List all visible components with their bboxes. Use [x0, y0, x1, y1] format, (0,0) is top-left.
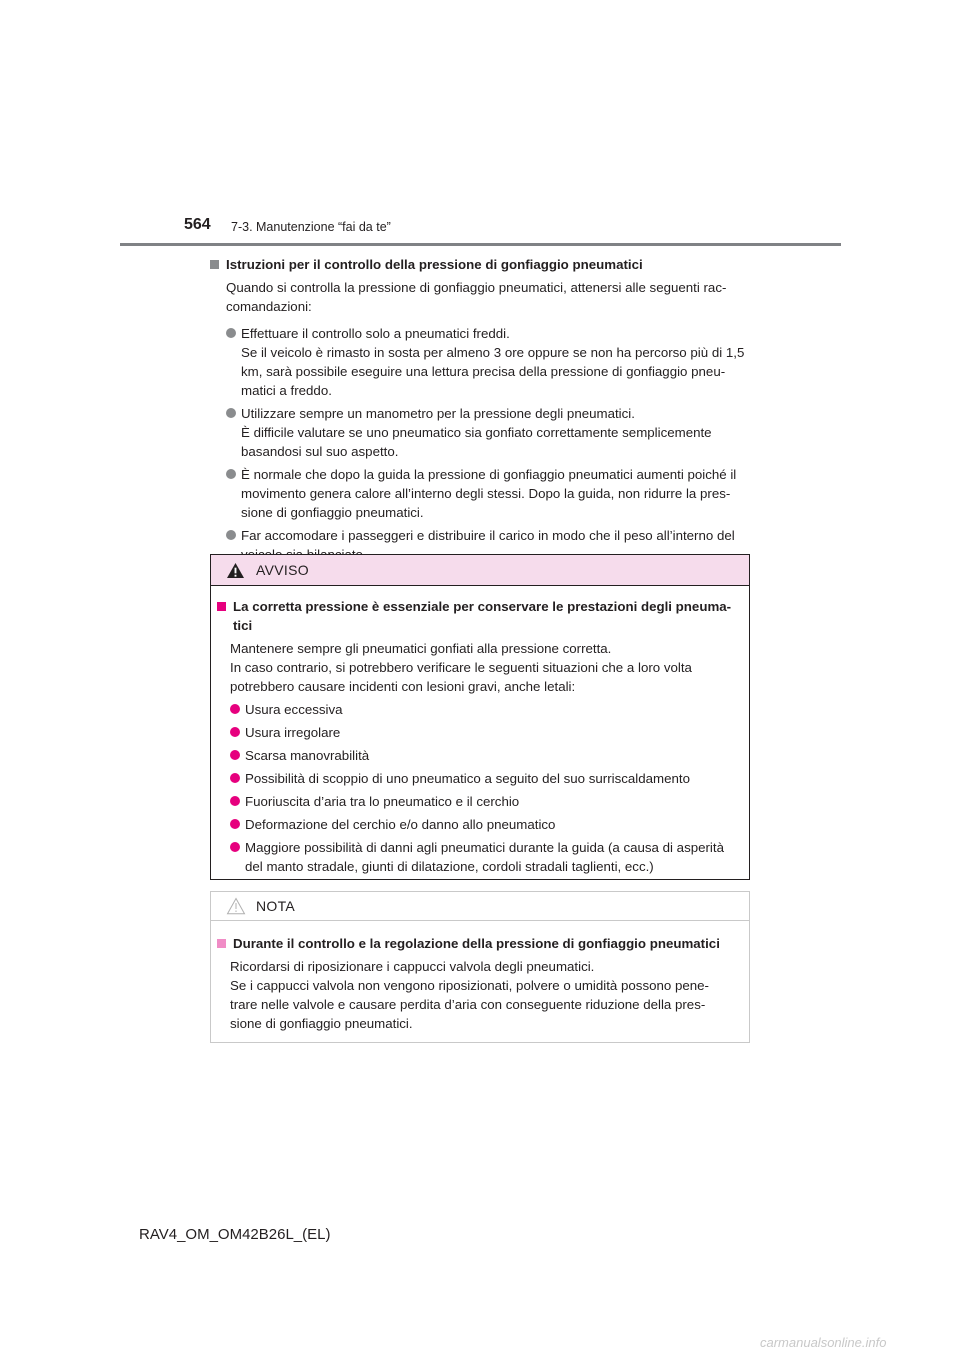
text-line: sione di gonfiaggio pneumatici.: [230, 1016, 413, 1031]
square-bullet-icon: [210, 260, 219, 269]
warning-paragraph: [230, 639, 743, 696]
main-content: [210, 255, 750, 564]
list-item: [230, 815, 743, 834]
warning-body: [211, 586, 749, 876]
bullet-dot-icon: [230, 750, 240, 760]
bullet-dot-icon: [230, 842, 240, 852]
caution-outline-icon: [226, 897, 246, 915]
list-item: [226, 324, 750, 400]
warning-box: [210, 554, 750, 880]
square-bullet-icon: [217, 939, 226, 948]
text-line: basandosi sul suo aspetto.: [241, 444, 399, 459]
note-paragraph: [230, 957, 743, 1033]
bullet-dot-icon: [230, 796, 240, 806]
text-line: La corretta pressione è essenziale per conservare le prestazioni degli pneuma-: [233, 599, 732, 614]
text-line: movimento genera calore all’interno degli stessi. Dopo la guida, non ridurre la pres-: [241, 486, 731, 501]
text-line: Far accomodare i passeggeri e distribuire il carico in modo che il peso all’interno del: [241, 528, 735, 543]
list-item: [230, 746, 743, 765]
note-heading: [217, 934, 743, 953]
text-line: trare nelle valvole e causare perdita d’aria con conseguente riduzione della pres-: [230, 997, 706, 1012]
header-divider: [120, 243, 841, 246]
text-line: Se i cappucci valvola non vengono riposizionati, polvere o umidità possono pene-: [230, 978, 709, 993]
text-line: Scarsa manovrabilità: [245, 748, 370, 763]
text-line: Deformazione del cerchio e/o danno allo pneumatico: [245, 817, 556, 832]
section-heading-text: Istruzioni per il controllo della pressione di gonfiaggio pneumatici: [226, 257, 643, 272]
note-body: [211, 921, 749, 1033]
text-line: del manto stradale, giunti di dilatazione, cordoli stradali taglienti, ecc.): [245, 859, 654, 874]
text-line: Effettuare il controllo solo a pneumatici freddi.: [241, 326, 510, 341]
bullet-dot-icon: [226, 469, 236, 479]
list-item: [226, 465, 750, 522]
warning-header: [211, 555, 749, 586]
text-line: È difficile valutare se uno pneumatico sia gonfiato correttamente semplicemente: [241, 425, 712, 440]
list-item: [230, 700, 743, 719]
text-line: Se il veicolo è rimasto in sosta per almeno 3 ore oppure se non ha percorso più di 1,5: [241, 345, 745, 360]
list-item: [230, 838, 743, 876]
warning-icon: [226, 562, 245, 579]
list-item: [230, 769, 743, 788]
text-line: Maggiore possibilità di danni agli pneumatici durante la guida (a causa di asperità: [245, 840, 724, 855]
list-item: [230, 723, 743, 742]
text-line: Usura eccessiva: [245, 702, 343, 717]
note-title: NOTA: [256, 898, 296, 914]
bullet-dot-icon: [230, 727, 240, 737]
bullet-dot-icon: [230, 819, 240, 829]
note-heading-text: Durante il controllo e la regolazione della pressione di gonfiaggio pneumatici: [233, 936, 720, 951]
text-line: Usura irregolare: [245, 725, 341, 740]
bullet-dot-icon: [226, 328, 236, 338]
bullet-dot-icon: [226, 408, 236, 418]
square-bullet-icon: [217, 602, 226, 611]
text-line: sione di gonfiaggio pneumatici.: [241, 505, 424, 520]
warning-title: AVVISO: [256, 562, 309, 578]
manual-id: RAV4_OM_OM42B26L_(EL): [139, 1226, 331, 1243]
page-number: 564: [184, 216, 211, 233]
text-line: Ricordarsi di riposizionare i cappucci valvola degli pneumatici.: [230, 959, 595, 974]
section-heading: [210, 255, 750, 274]
text-line: Mantenere sempre gli pneumatici gonfiati alla pressione corretta.: [230, 641, 612, 656]
text-line: Fuoriuscita d’aria tra lo pneumatico e il cerchio: [245, 794, 520, 809]
text-line: Possibilità di scoppio di uno pneumatico a seguito del suo surriscaldamento: [245, 771, 690, 786]
bullet-dot-icon: [226, 530, 236, 540]
note-header: [211, 892, 749, 921]
text-line: Quando si controlla la pressione di gonfiaggio pneumatici, attenersi alle seguenti rac-: [226, 280, 727, 295]
bullet-dot-icon: [230, 773, 240, 783]
note-box: [210, 891, 750, 1043]
text-line: È normale che dopo la guida la pressione di gonfiaggio pneumatici aumenti poiché il: [241, 467, 737, 482]
watermark: carmanualsonline.info: [760, 1335, 887, 1350]
section-title: 7-3. Manutenzione “fai da te”: [231, 220, 391, 234]
intro-paragraph: [226, 278, 750, 316]
text-line: Utilizzare sempre un manometro per la pressione degli pneumatici.: [241, 406, 635, 421]
list-item: [230, 792, 743, 811]
list-item: [226, 404, 750, 461]
warning-heading: [217, 597, 743, 635]
bullet-dot-icon: [230, 704, 240, 714]
text-line: matici a freddo.: [241, 383, 332, 398]
text-line: comandazioni:: [226, 299, 312, 314]
text-line: In caso contrario, si potrebbero verificare le seguenti situazioni che a loro volta: [230, 660, 692, 675]
text-line: tici: [233, 618, 253, 633]
text-line: km, sarà possibile eseguire una lettura precisa della pressione di gonfiaggio pneu-: [241, 364, 726, 379]
text-line: potrebbero causare incidenti con lesioni gravi, anche letali:: [230, 679, 576, 694]
